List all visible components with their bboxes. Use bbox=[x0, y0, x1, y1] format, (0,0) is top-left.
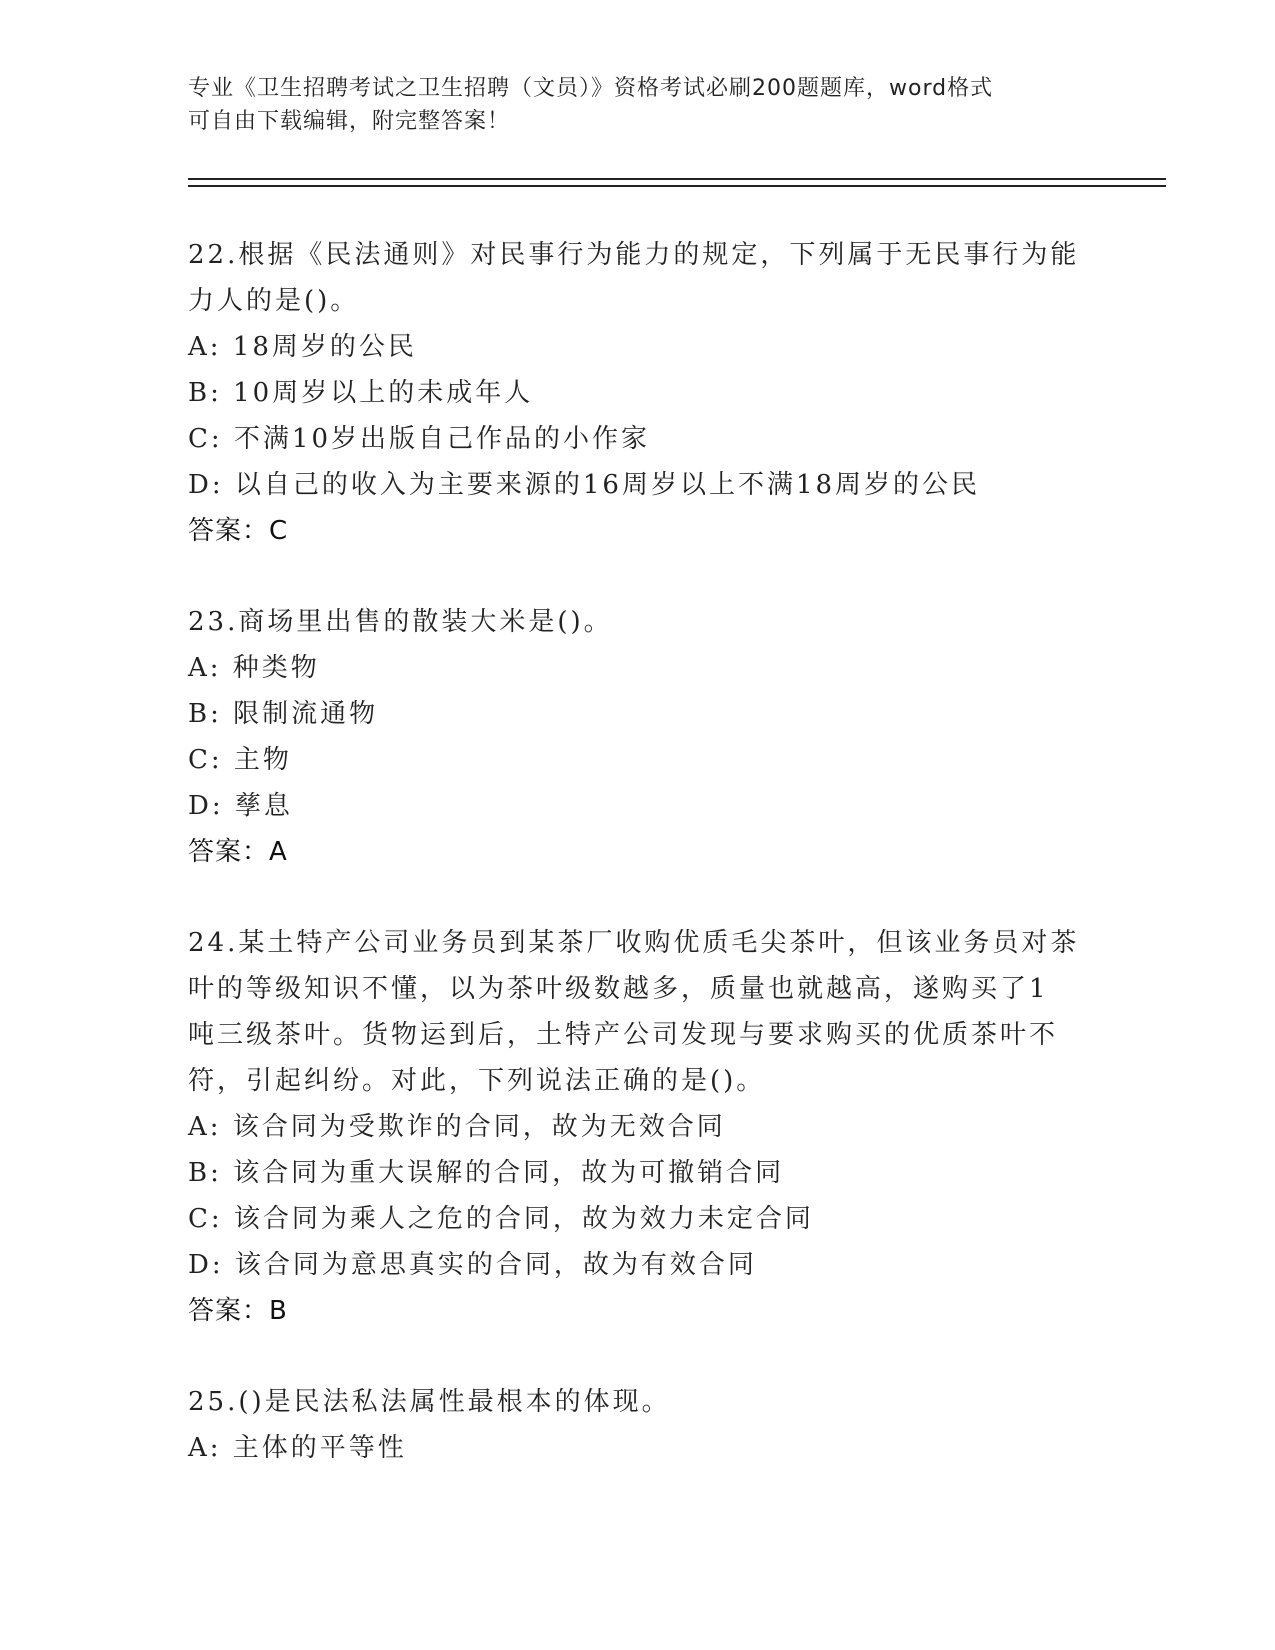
stem-line: 叶的等级知识不懂，以为茶叶级数越多，质量也就越高，遂购买了1 bbox=[188, 974, 1049, 1004]
option-c: C: 主物 bbox=[188, 745, 292, 775]
header-divider-top bbox=[188, 178, 1166, 180]
question-stem bbox=[188, 1379, 1088, 1425]
option-b: B: 该合同为重大误解的合同，故为可撤销合同 bbox=[188, 1158, 785, 1188]
option-list bbox=[188, 1425, 1088, 1471]
stem-line: 22.根据《民法通则》对民事行为能力的规定，下列属于无民事行为能 bbox=[188, 240, 1080, 270]
option-d: D: 以自己的收入为主要来源的16周岁以上不满18周岁的公民 bbox=[188, 470, 981, 500]
question-25 bbox=[188, 1379, 1088, 1471]
question-stem bbox=[188, 920, 1088, 1104]
option-d: D: 该合同为意思真实的合同，故为有效合同 bbox=[188, 1250, 757, 1280]
stem-line: 符，引起纠纷。对此，下列说法正确的是()。 bbox=[188, 1066, 766, 1096]
question-list bbox=[188, 232, 1088, 1516]
option-a: A: 该合同为受欺诈的合同，故为无效合同 bbox=[188, 1112, 726, 1142]
question-stem bbox=[188, 232, 1088, 324]
question-stem bbox=[188, 599, 1088, 645]
stem-line: 24.某土特产公司业务员到某茶厂收购优质毛尖茶叶，但该业务员对茶 bbox=[188, 928, 1080, 958]
option-c: C: 不满10岁出版自己作品的小作家 bbox=[188, 424, 651, 454]
option-a: A: 主体的平等性 bbox=[188, 1433, 407, 1463]
stem-line: 23.商场里出售的散装大米是()。 bbox=[188, 607, 613, 637]
option-b: B: 10周岁以上的未成年人 bbox=[188, 378, 534, 408]
option-list bbox=[188, 1104, 1088, 1288]
option-b: B: 限制流通物 bbox=[188, 699, 379, 729]
answer-line: 答案：C bbox=[188, 516, 289, 546]
option-d: D: 孳息 bbox=[188, 791, 293, 821]
question-24 bbox=[188, 920, 1088, 1334]
answer-line: 答案：A bbox=[188, 837, 288, 867]
header-divider-bottom bbox=[188, 185, 1166, 187]
document-header bbox=[188, 72, 1088, 138]
option-a: A: 种类物 bbox=[188, 653, 320, 683]
option-list bbox=[188, 645, 1088, 829]
question-22 bbox=[188, 232, 1088, 554]
answer-line: 答案：B bbox=[188, 1296, 288, 1326]
stem-line: 25.()是民法私法属性最根本的体现。 bbox=[188, 1387, 671, 1417]
question-23 bbox=[188, 599, 1088, 875]
stem-line: 力人的是()。 bbox=[188, 286, 360, 316]
header-line-1: 专业《卫生招聘考试之卫生招聘（文员）》资格考试必刷200题题库，word格式 bbox=[188, 76, 994, 101]
option-a: A: 18周岁的公民 bbox=[188, 332, 417, 362]
stem-line: 吨三级茶叶。货物运到后，土特产公司发现与要求购买的优质茶叶不 bbox=[188, 1020, 1059, 1050]
option-c: C: 该合同为乘人之危的合同，故为效力未定合同 bbox=[188, 1204, 814, 1234]
header-line-2: 可自由下载编辑，附完整答案！ bbox=[188, 109, 511, 134]
option-list bbox=[188, 324, 1088, 508]
